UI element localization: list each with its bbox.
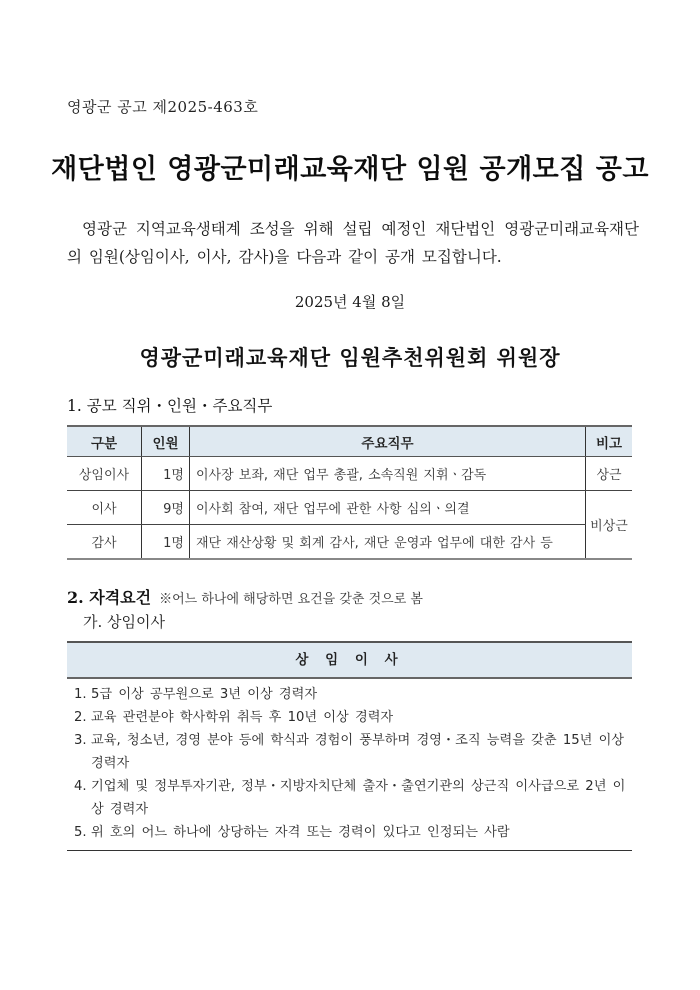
item-number: 2. [74,710,87,725]
item-text: 교육, 청소년, 경영 분야 등에 학식과 경험이 풍부하며 경영・조직 능력을 갖춘 15년 이상 경력자 [91,733,625,771]
header-category: 구분 [67,426,142,457]
document-title: 재단법인 영광군미래교육재단 임원 공개모집 공고 [51,154,649,185]
section-2-subheading: 가. 상임이사 [83,613,165,631]
item-number: 3. [74,733,87,748]
row-category: 이사 [67,491,142,525]
qualifications-box-title: 상 임 이 사 [67,641,632,679]
list-item [67,729,632,775]
row-duty: 재단 재산상황 및 회계 감사, 재단 운영과 업무에 대한 감사 등 [190,525,586,560]
row-count: 1명 [142,525,190,560]
row-duty: 이사장 보좌, 재단 업무 총괄, 소속직원 지휘ㆍ감독 [190,457,586,491]
row-note: 비상근 [586,491,633,560]
intro-paragraph: 영광군 지역교육생태계 조성을 위해 설립 예정인 재단법인 영광군미래교육재단의 임원(상임이사, 이사, 감사)을 다음과 같이 공개 모집합니다. [67,220,639,266]
item-text: 기업체 및 정부투자기관, 정부・지방자치단체 출자・출연기관의 상근직 이사급으로 2년 이상 경력자 [91,779,626,817]
positions-table [67,425,632,560]
row-count: 9명 [142,491,190,525]
row-duty: 이사회 참여, 재단 업무에 관한 사항 심의ㆍ의결 [190,491,586,525]
item-number: 4. [74,779,87,794]
qualifications-box [67,641,632,851]
list-item [67,683,632,706]
header-count: 인원 [142,426,190,457]
notice-number: 영광군 공고 제2025-463호 [67,98,259,116]
row-count: 1명 [142,457,190,491]
table-row [67,525,632,560]
qualifications-list [67,679,632,851]
item-text: 교육 관련분야 학사학위 취득 후 10년 이상 경력자 [91,710,394,725]
table-row [67,457,632,491]
section-2-title: 2. 자격요건 [67,588,152,607]
row-note: 상근 [586,457,633,491]
header-note: 비고 [586,426,633,457]
table-row [67,491,632,525]
list-item [67,706,632,729]
item-text: 5급 이상 공무원으로 3년 이상 경력자 [91,687,318,702]
section-2-heading [67,585,423,608]
header-duty: 주요직무 [190,426,586,457]
list-item [67,775,632,821]
list-item [67,821,632,844]
row-category: 감사 [67,525,142,560]
issuer-signature: 영광군미래교육재단 임원추천위원회 위원장 [139,345,561,370]
announcement-date: 2025년 4월 8일 [294,293,406,311]
section-2-note: ※어느 하나에 해당하면 요건을 갖춘 것으로 봄 [159,592,423,607]
section-1-heading: 1. 공모 직위・인원・주요직무 [67,397,273,415]
item-number: 1. [74,687,87,702]
item-text: 위 호의 어느 하나에 상당하는 자격 또는 경력이 있다고 인정되는 사람 [91,825,510,840]
item-number: 5. [74,825,87,840]
table-header-row [67,426,632,457]
row-category: 상임이사 [67,457,142,491]
